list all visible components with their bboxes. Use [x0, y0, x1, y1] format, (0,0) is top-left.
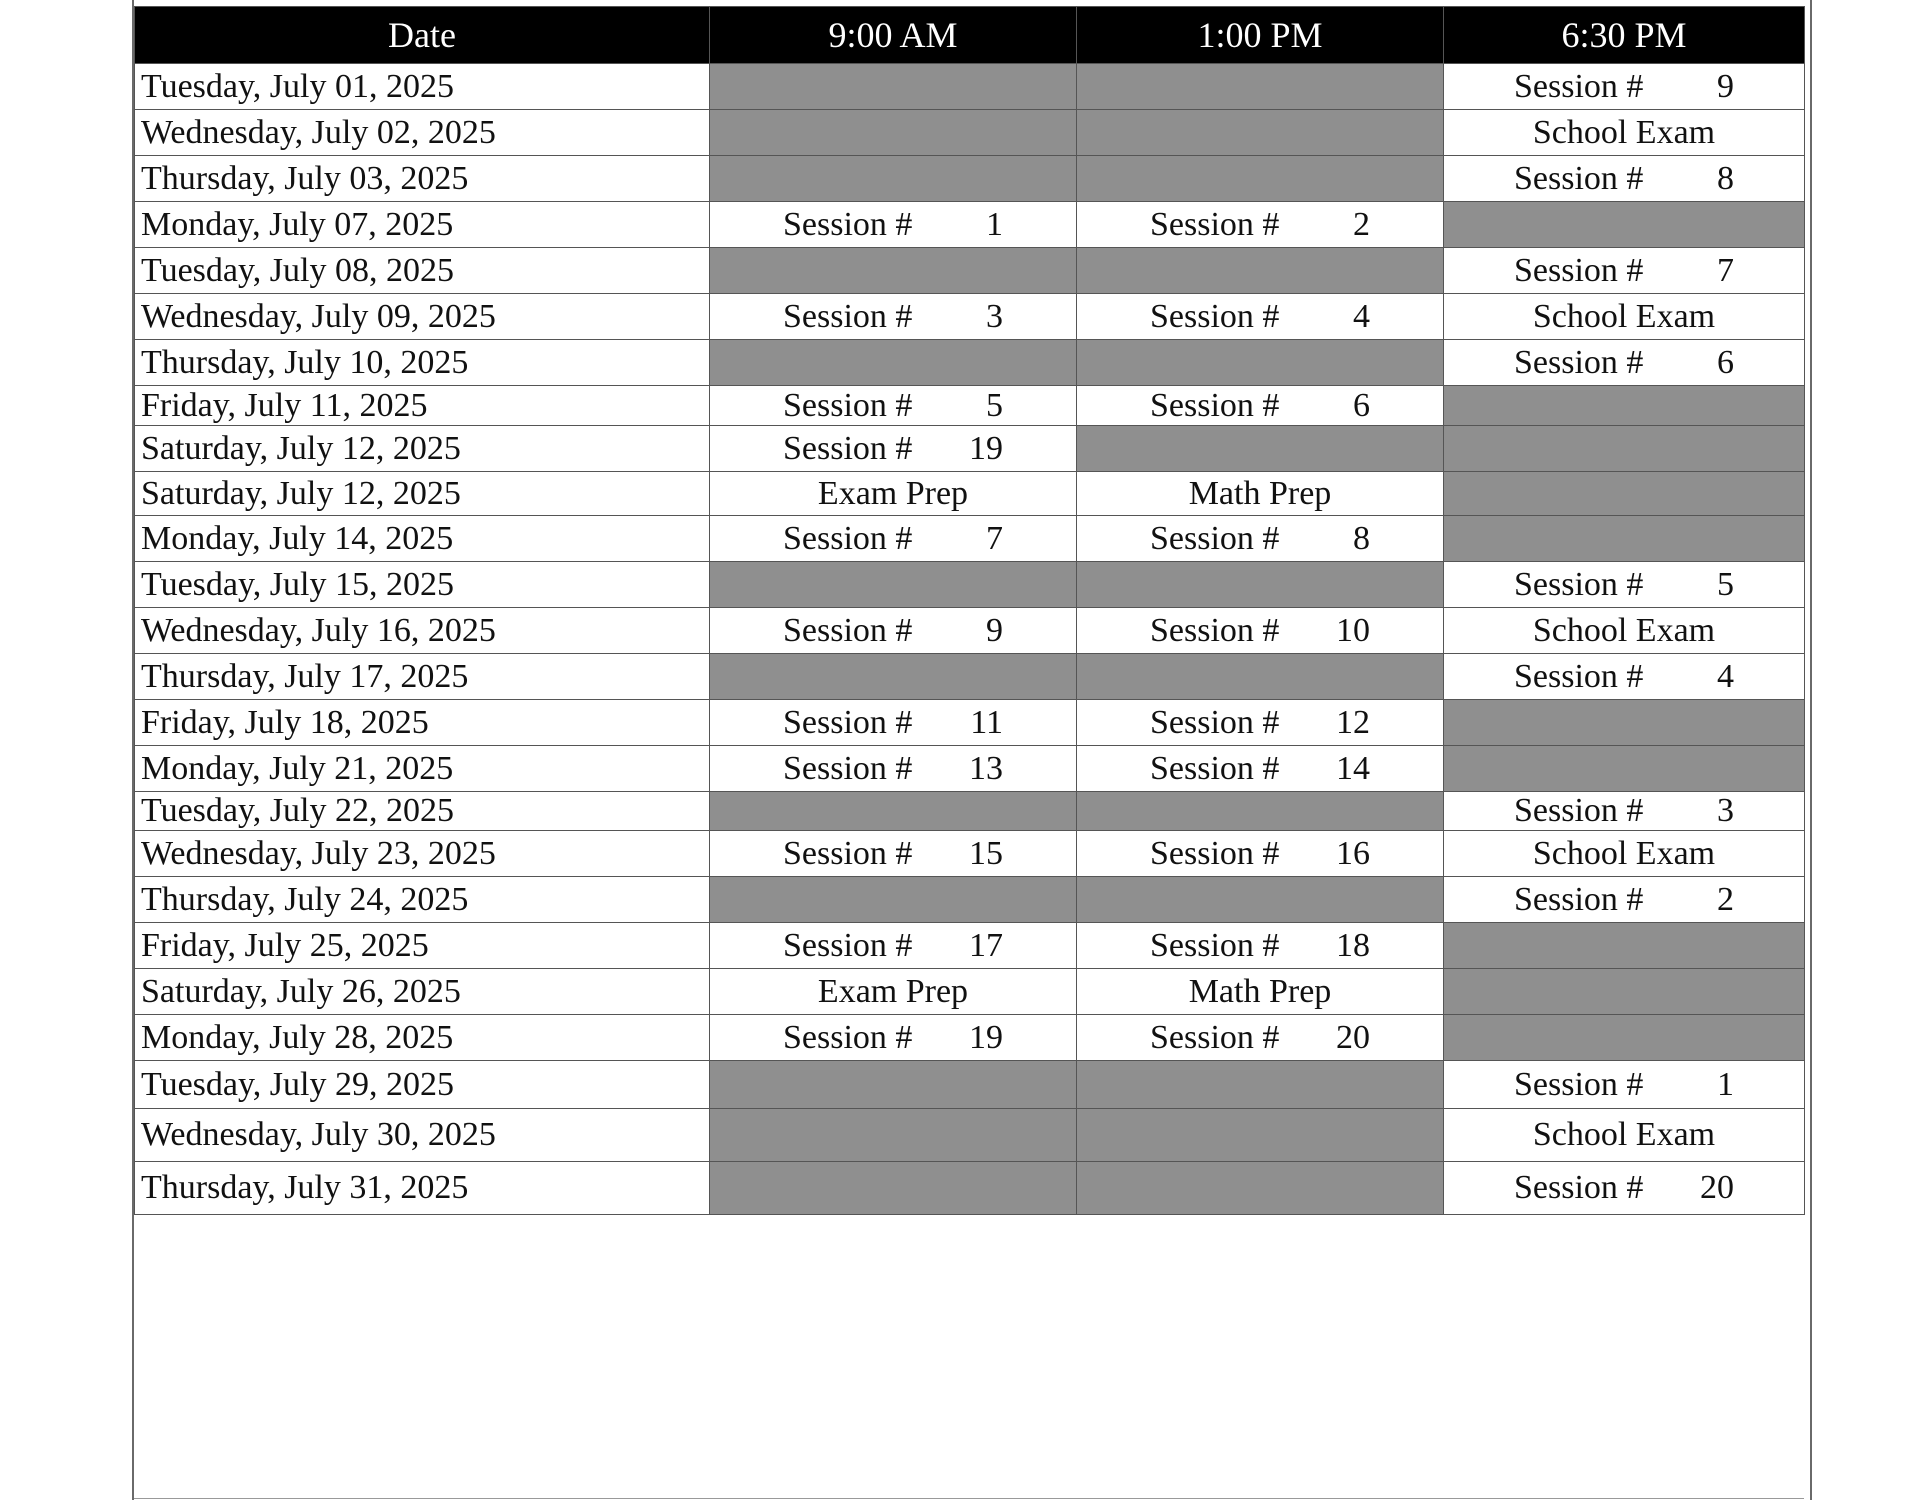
table-row: [135, 248, 1805, 294]
date-cell: Tuesday, July 15, 2025: [135, 562, 710, 608]
date-cell: Saturday, July 12, 2025: [135, 426, 710, 472]
slot-1pm-cell: [1077, 1015, 1444, 1061]
slot-9am-cell: [710, 608, 1077, 654]
slot-630pm-empty: [1444, 516, 1805, 562]
table-row: [135, 110, 1805, 156]
session-number: 18: [1336, 926, 1370, 964]
slot-1pm-cell: [1077, 294, 1444, 340]
table-row: [135, 386, 1805, 426]
slot-630pm-empty: [1444, 426, 1805, 472]
table-row: [135, 969, 1805, 1015]
session-number: 3: [1717, 792, 1734, 829]
date-cell: Thursday, July 17, 2025: [135, 654, 710, 700]
slot-9am-empty: [710, 1162, 1077, 1215]
slot-630pm-empty: [1444, 386, 1805, 426]
header-row: [135, 7, 1805, 64]
session-number: 20: [1700, 1169, 1734, 1206]
session-label: Session #: [1514, 67, 1644, 105]
date-cell: Thursday, July 03, 2025: [135, 156, 710, 202]
slot-9am-cell: Exam Prep: [710, 472, 1077, 516]
session-label: Session #: [1150, 1018, 1280, 1056]
session-number: 16: [1336, 834, 1370, 872]
table-row: [135, 516, 1805, 562]
slot-1pm-empty: [1077, 1162, 1444, 1215]
slot-9am-empty: [710, 340, 1077, 386]
slot-630pm-empty: [1444, 969, 1805, 1015]
slot-9am-cell: [710, 426, 1077, 472]
session-number: 1: [1717, 1065, 1734, 1103]
header-1pm: 1:00 PM: [1077, 7, 1444, 64]
session-number: 1: [986, 205, 1003, 243]
session-label: Session #: [1150, 386, 1280, 424]
table-row: [135, 654, 1805, 700]
slot-1pm-empty: [1077, 1061, 1444, 1109]
slot-9am-cell: Exam Prep: [710, 969, 1077, 1015]
session-number: 5: [1717, 565, 1734, 603]
table-row: [135, 156, 1805, 202]
session-number: 7: [1717, 251, 1734, 289]
slot-1pm-cell: [1077, 516, 1444, 562]
session-label: Session #: [783, 749, 913, 787]
session-label: Session #: [783, 205, 913, 243]
date-cell: Monday, July 14, 2025: [135, 516, 710, 562]
slot-1pm-cell: [1077, 746, 1444, 792]
date-cell: Tuesday, July 29, 2025: [135, 1061, 710, 1109]
session-label: Session #: [1150, 297, 1280, 335]
slot-630pm-cell: [1444, 562, 1805, 608]
date-cell: Monday, July 28, 2025: [135, 1015, 710, 1061]
date-cell: Tuesday, July 22, 2025: [135, 792, 710, 831]
session-number: 20: [1336, 1018, 1370, 1056]
session-label: Session #: [1514, 880, 1644, 918]
session-number: 8: [1353, 519, 1370, 557]
date-cell: Monday, July 07, 2025: [135, 202, 710, 248]
table-header: [135, 7, 1805, 64]
table-row: [135, 202, 1805, 248]
slot-630pm-empty: [1444, 472, 1805, 516]
table-row: [135, 1109, 1805, 1162]
slot-630pm-cell: School Exam: [1444, 608, 1805, 654]
session-number: 15: [969, 834, 1003, 872]
session-label: Session #: [1514, 792, 1644, 829]
table-row: [135, 877, 1805, 923]
session-label: Session #: [1514, 251, 1644, 289]
slot-9am-empty: [710, 792, 1077, 831]
slot-630pm-empty: [1444, 923, 1805, 969]
right-page-rule: [1810, 0, 1812, 1500]
slot-1pm-empty: [1077, 426, 1444, 472]
slot-9am-cell: [710, 923, 1077, 969]
session-label: Session #: [1150, 519, 1280, 557]
session-number: 8: [1717, 159, 1734, 197]
session-label: Session #: [1514, 1169, 1644, 1206]
slot-1pm-cell: [1077, 608, 1444, 654]
session-number: 13: [969, 749, 1003, 787]
slot-9am-empty: [710, 110, 1077, 156]
date-cell: Friday, July 11, 2025: [135, 386, 710, 426]
slot-630pm-empty: [1444, 700, 1805, 746]
session-label: Session #: [783, 703, 913, 741]
date-cell: Thursday, July 31, 2025: [135, 1162, 710, 1215]
slot-630pm-cell: [1444, 64, 1805, 110]
table-row: [135, 562, 1805, 608]
slot-1pm-empty: [1077, 1109, 1444, 1162]
session-number: 4: [1717, 657, 1734, 695]
slot-1pm-cell: Math Prep: [1077, 472, 1444, 516]
slot-630pm-cell: School Exam: [1444, 831, 1805, 877]
slot-1pm-empty: [1077, 792, 1444, 831]
date-cell: Thursday, July 24, 2025: [135, 877, 710, 923]
slot-1pm-empty: [1077, 156, 1444, 202]
date-cell: Saturday, July 12, 2025: [135, 472, 710, 516]
session-label: Session #: [1150, 611, 1280, 649]
session-label: Session #: [783, 386, 913, 424]
slot-630pm-empty: [1444, 746, 1805, 792]
session-number: 19: [969, 429, 1003, 467]
slot-9am-cell: [710, 831, 1077, 877]
session-label: Session #: [783, 429, 913, 467]
session-number: 2: [1717, 880, 1734, 918]
session-number: 12: [1336, 703, 1370, 741]
session-label: Session #: [1514, 159, 1644, 197]
slot-9am-cell: [710, 202, 1077, 248]
slot-9am-empty: [710, 877, 1077, 923]
table-row: [135, 472, 1805, 516]
slot-630pm-cell: [1444, 877, 1805, 923]
slot-9am-empty: [710, 562, 1077, 608]
session-label: Session #: [783, 519, 913, 557]
slot-1pm-cell: [1077, 386, 1444, 426]
header-date: Date: [135, 7, 710, 64]
date-cell: Saturday, July 26, 2025: [135, 969, 710, 1015]
slot-9am-empty: [710, 1061, 1077, 1109]
session-label: Session #: [1514, 1065, 1644, 1103]
table-row: [135, 831, 1805, 877]
slot-1pm-cell: [1077, 831, 1444, 877]
slot-630pm-empty: [1444, 202, 1805, 248]
slot-9am-empty: [710, 654, 1077, 700]
session-number: 19: [969, 1018, 1003, 1056]
date-cell: Friday, July 18, 2025: [135, 700, 710, 746]
header-630pm: 6:30 PM: [1444, 7, 1805, 64]
slot-630pm-cell: [1444, 156, 1805, 202]
slot-9am-cell: [710, 516, 1077, 562]
session-number: 14: [1336, 749, 1370, 787]
table-row: [135, 792, 1805, 831]
session-number: 4: [1353, 297, 1370, 335]
slot-1pm-empty: [1077, 654, 1444, 700]
schedule-table: [134, 6, 1805, 1215]
table-row: [135, 700, 1805, 746]
slot-9am-empty: [710, 64, 1077, 110]
slot-630pm-cell: School Exam: [1444, 1109, 1805, 1162]
session-label: Session #: [783, 1018, 913, 1056]
session-label: Session #: [783, 926, 913, 964]
session-number: 11: [970, 703, 1003, 741]
table-row: [135, 746, 1805, 792]
slot-1pm-empty: [1077, 340, 1444, 386]
table-row: [135, 64, 1805, 110]
session-label: Session #: [1150, 205, 1280, 243]
table-row: [135, 1061, 1805, 1109]
session-label: Session #: [1150, 703, 1280, 741]
date-cell: Friday, July 25, 2025: [135, 923, 710, 969]
session-number: 6: [1353, 386, 1370, 424]
session-label: Session #: [1150, 834, 1280, 872]
session-label: Session #: [1514, 565, 1644, 603]
table-row: [135, 426, 1805, 472]
table-row: [135, 1015, 1805, 1061]
slot-630pm-cell: [1444, 248, 1805, 294]
slot-9am-empty: [710, 248, 1077, 294]
date-cell: Monday, July 21, 2025: [135, 746, 710, 792]
header-9am: 9:00 AM: [710, 7, 1077, 64]
slot-1pm-empty: [1077, 110, 1444, 156]
table-row: [135, 294, 1805, 340]
slot-1pm-cell: Math Prep: [1077, 969, 1444, 1015]
slot-1pm-empty: [1077, 248, 1444, 294]
session-number: 2: [1353, 205, 1370, 243]
table-row: [135, 608, 1805, 654]
slot-630pm-cell: [1444, 1162, 1805, 1215]
slot-9am-cell: [710, 294, 1077, 340]
slot-1pm-cell: [1077, 202, 1444, 248]
table-row: [135, 1162, 1805, 1215]
slot-630pm-cell: School Exam: [1444, 110, 1805, 156]
date-cell: Wednesday, July 30, 2025: [135, 1109, 710, 1162]
session-label: Session #: [783, 611, 913, 649]
session-label: Session #: [1514, 343, 1644, 381]
table-body: [135, 64, 1805, 1215]
session-number: 10: [1336, 611, 1370, 649]
bottom-rule: [134, 1498, 1804, 1499]
date-cell: Tuesday, July 08, 2025: [135, 248, 710, 294]
slot-630pm-cell: [1444, 792, 1805, 831]
date-cell: Wednesday, July 02, 2025: [135, 110, 710, 156]
slot-630pm-cell: School Exam: [1444, 294, 1805, 340]
slot-1pm-empty: [1077, 64, 1444, 110]
slot-630pm-empty: [1444, 1015, 1805, 1061]
session-number: 5: [986, 386, 1003, 424]
session-label: Session #: [1514, 657, 1644, 695]
slot-630pm-cell: [1444, 340, 1805, 386]
slot-1pm-empty: [1077, 877, 1444, 923]
slot-1pm-empty: [1077, 562, 1444, 608]
slot-9am-cell: [710, 1015, 1077, 1061]
slot-9am-empty: [710, 1109, 1077, 1162]
slot-9am-cell: [710, 700, 1077, 746]
slot-9am-cell: [710, 386, 1077, 426]
slot-630pm-cell: [1444, 1061, 1805, 1109]
session-label: Session #: [1150, 926, 1280, 964]
session-number: 17: [969, 926, 1003, 964]
slot-9am-cell: [710, 746, 1077, 792]
date-cell: Thursday, July 10, 2025: [135, 340, 710, 386]
slot-630pm-cell: [1444, 654, 1805, 700]
date-cell: Tuesday, July 01, 2025: [135, 64, 710, 110]
session-label: Session #: [783, 297, 913, 335]
date-cell: Wednesday, July 23, 2025: [135, 831, 710, 877]
date-cell: Wednesday, July 09, 2025: [135, 294, 710, 340]
session-label: Session #: [1150, 749, 1280, 787]
session-number: 9: [1717, 67, 1734, 105]
slot-1pm-cell: [1077, 923, 1444, 969]
slot-9am-empty: [710, 156, 1077, 202]
table-row: [135, 340, 1805, 386]
session-number: 9: [986, 611, 1003, 649]
table-row: [135, 923, 1805, 969]
session-number: 3: [986, 297, 1003, 335]
slot-1pm-cell: [1077, 700, 1444, 746]
session-number: 7: [986, 519, 1003, 557]
session-number: 6: [1717, 343, 1734, 381]
date-cell: Wednesday, July 16, 2025: [135, 608, 710, 654]
session-label: Session #: [783, 834, 913, 872]
